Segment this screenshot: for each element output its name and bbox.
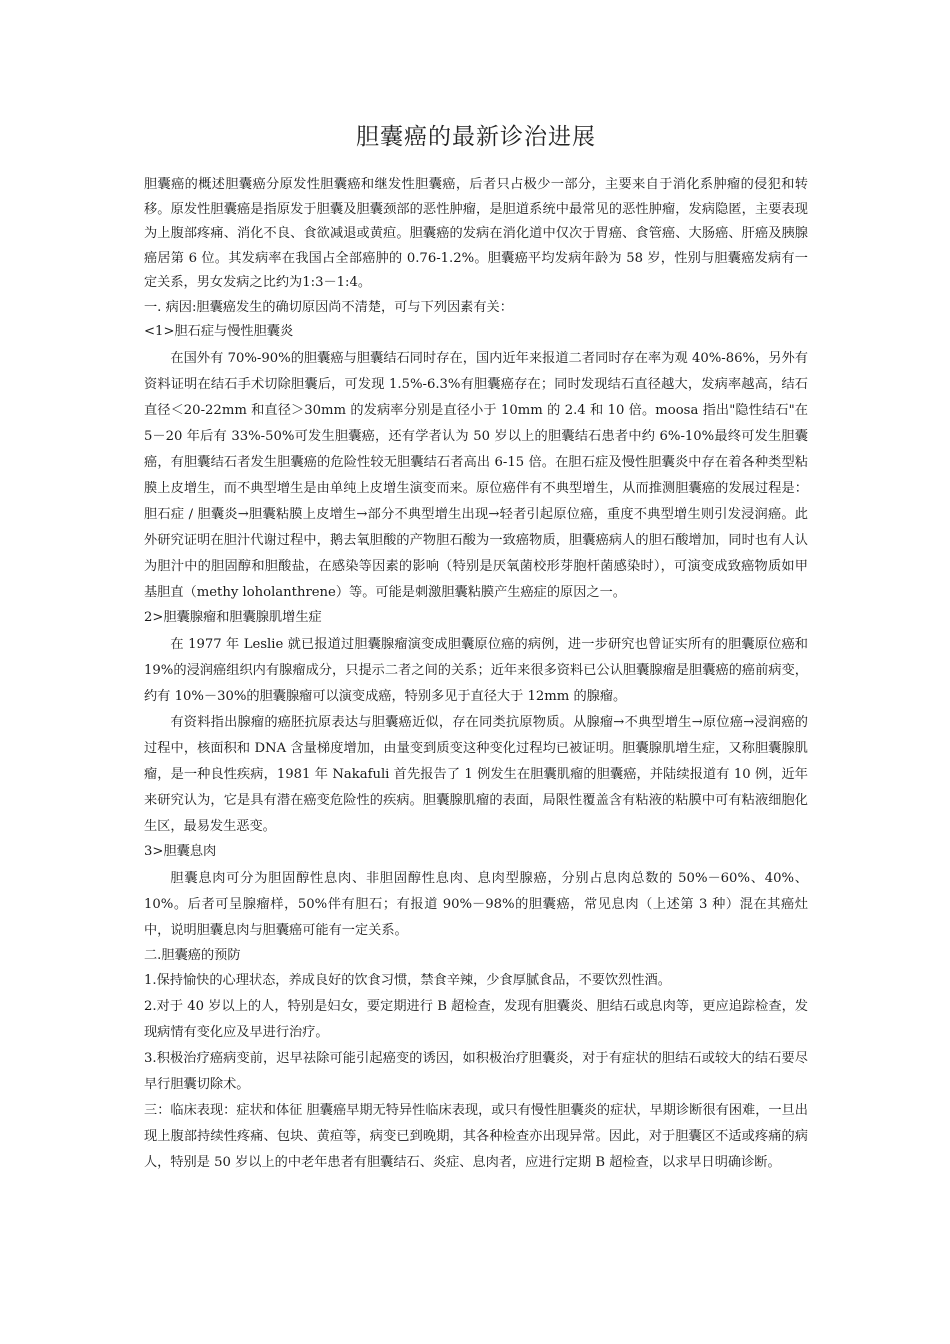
- subheading-adenoma: 2>胆囊腺瘤和胆囊腺肌增生症: [144, 609, 322, 625]
- document-title: 胆囊癌的最新诊治进展: [356, 124, 596, 150]
- subheading-gallstones: <1>胆石症与慢性胆囊炎: [144, 323, 294, 339]
- overview-paragraph: 胆囊癌的概述胆囊癌分原发性胆囊癌和继发性胆囊癌，后者只占极少一部分，主要来自于消化系肿瘤的侵犯和转移。原发性胆囊癌是指原发于胆囊及胆囊颈部的恶性肿瘤，是胆道系统中最常见的恶性肿瘤，发病隐匿，主要表现为上腹部疼痛、消化不良、食欲减退或黄疸。胆囊癌的发病在消化道中仅次于胃癌、食管癌、大肠癌、肝癌及胰腺癌居第 6 位。其发病率在我国占全部癌肿的 0.76-1.2%。胆囊癌平均发病年龄为 58 岁，性别与胆囊癌发病有一定关系，男女发病之比约为1:3－1:4。: [144, 177, 808, 290]
- section-heading-etiology: 一. 病因:胆囊癌发生的确切原因尚不清楚，可与下列因素有关：: [144, 299, 513, 315]
- polyps-paragraph: 胆囊息肉可分为胆固醇性息肉、非胆固醇性息肉、息肉型腺癌，分别占息肉总数的 50%－60%、40%、10%。后者可呈腺瘤样，50%伴有胆石；有报道 90%－98%的胆囊癌，常见息肉（上述第 3 种）混在其癌灶中，说明胆囊息肉与胆囊癌可能有一定关系。: [144, 870, 808, 938]
- prevention-item-1: 1.保持愉快的心理状态，养成良好的饮食习惯，禁食辛辣，少食厚腻食品，不要饮烈性酒。: [144, 972, 671, 988]
- clinical-manifestation-paragraph: 三：临床表现：症状和体征 胆囊癌早期无特异性临床表现，或只有慢性胆囊炎的症状，早期诊断很有困难，一旦出现上腹部持续性疼痛、包块、黄疸等，病变已到晚期，其各种检查亦出现异常。因此，对于胆囊区不适或疼痛的病人，特别是 50 岁以上的中老年患者有胆囊结石、炎症、息肉者，应进行定期 B 超检查，以求早日明确诊断。: [144, 1102, 808, 1170]
- gallstones-paragraph: 在国外有 70%-90%的胆囊癌与胆囊结石同时存在，国内近年来报道二者同时存在率为观 40%-86%，另外有资料证明在结石手术切除胆囊后，可发现 1.5%-6.3%有胆囊癌存在；同时发现结石直径越大，发病率越高，结石直径＜20-22mm 和直径＞30mm 的发病率分别是直径小于 10mm 的 2.4 和 10 倍。moosa 指出"隐性结石"在 5－20 年后有 33%-50%可发生胆囊癌，还有学者认为 50 岁以上的胆囊结石患者中约 6%-10%最终可发生胆囊癌，有胆囊结石者发生胆囊癌的危险性较无胆囊结石者高出 6-15 倍。在胆石症及慢性胆囊炎中存在着各种类型粘膜上皮增生，而不典型增生是由单纯上皮增生演变而来。原位癌伴有不典型增生，从而推测胆囊癌的发展过程是：胆石症 / 胆囊炎→胆囊粘膜上皮增生→部分不典型增生出现→轻者引起原位癌，重度不典型增生则引发浸润癌。此外研究证明在胆汁代谢过程中，鹅去氧胆酸的产物胆石酸为一致癌物质，胆囊癌病人的胆石酸增加，同时也有人认为胆汁中的胆固醇和胆酸盐，在感染等因素的影响（特别是厌氧菌校形芽胞杆菌感染时），可演变成致癌物质如甲基胆直（methy loholanthrene）等。可能是刺激胆囊粘膜产生癌症的原因之一。: [144, 350, 808, 600]
- adenomyosis-paragraph: 有资料指出腺瘤的癌胚抗原表达与胆囊癌近似，存在同类抗原物质。从腺瘤→不典型增生→原位癌→浸润癌的过程中，核面积和 DNA 含量梯度增加，由量变到质变这种变化过程均已被证明。胆囊腺肌增生症，又称胆囊腺肌瘤，是一种良性疾病，1981 年 Nakafuli 首先报告了 1 例发生在胆囊肌瘤的胆囊癌，并陆续报道有 10 例，近年来研究认为，它是具有潜在癌变危险性的疾病。胆囊腺肌瘤的表面，局限性覆盖含有粘液的粘膜中可有粘液细胞化生区，最易发生恶变。: [144, 714, 808, 834]
- prevention-item-3: 3.积极治疗癌病变前，迟早祛除可能引起癌变的诱因，如积极治疗胆囊炎，对于有症状的胆结石或较大的结石要尽早行胆囊切除术。: [144, 1050, 808, 1092]
- prevention-item-2: 2.对于 40 岁以上的人，特别是妇女，要定期进行 B 超检查，发现有胆囊炎、胆结石或息肉等，更应追踪检查，发现病情有变化应及早进行治疗。: [144, 998, 808, 1040]
- subheading-polyps: 3>胆囊息肉: [144, 843, 217, 859]
- section-heading-prevention: 二.胆囊癌的预防: [144, 947, 241, 963]
- adenoma-paragraph: 在 1977 年 Leslie 就已报道过胆囊腺瘤演变成胆囊原位癌的病例，进一步研究也曾证实所有的胆囊原位癌和 19%的浸润癌组织内有腺瘤成分，只提示二者之间的关系；近年来很多资料已公认胆囊腺瘤是胆囊癌的癌前病变，约有 10%－30%的胆囊腺瘤可以演变成癌，特别多见于直径大于 12mm 的腺瘤。: [144, 636, 808, 704]
